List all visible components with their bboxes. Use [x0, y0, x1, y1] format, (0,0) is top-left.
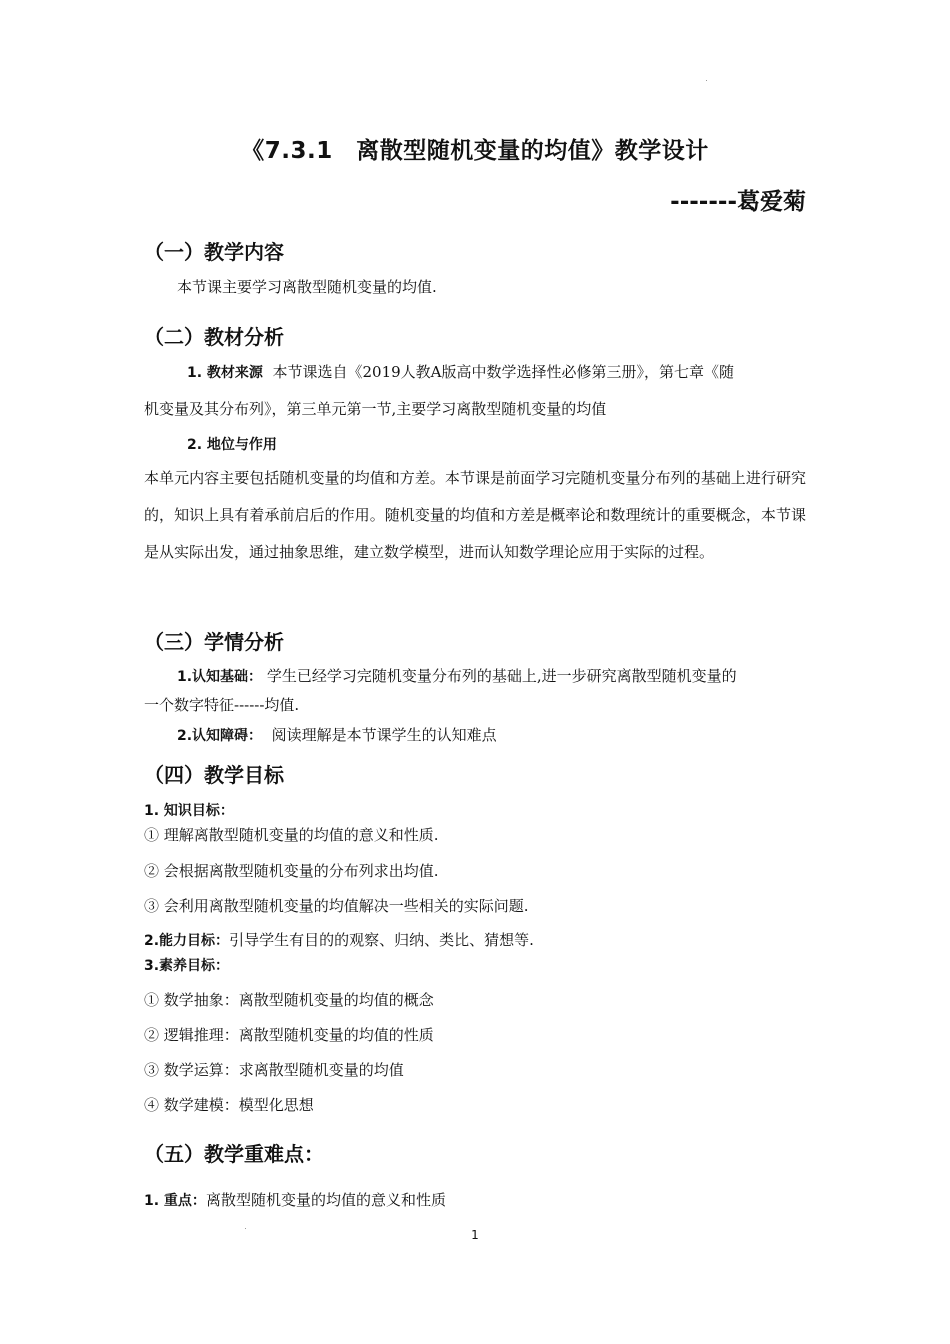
ability-goal-text: 引导学生有目的的观察、归纳、类比、猜想等.: [229, 931, 534, 949]
document-title: 《7.3.1 离散型随机变量的均值》教学设计: [241, 138, 709, 164]
scan-speck: [706, 80, 707, 81]
section-heading-textbook-analysis: （二）教材分析: [144, 325, 284, 349]
section-heading-key-difficult-points: （五）教学重难点：: [144, 1142, 324, 1166]
knowledge-goal-label: 1. 知识目标：: [144, 803, 234, 819]
literacy-goal-item-4: ④ 数学建模：模型化思想: [144, 1096, 314, 1114]
status-role-label: 2. 地位与作用: [187, 437, 277, 453]
key-point-text: 离散型随机变量的均值的意义和性质: [205, 1191, 446, 1209]
section-heading-learner-analysis: （三）学情分析: [144, 630, 284, 654]
textbook-source-label: 1. 教材来源: [187, 365, 263, 381]
cognitive-obstacle-text: 阅读理解是本节课学生的认知难点: [271, 726, 497, 744]
key-point-label: 1. 重点：: [144, 1193, 206, 1209]
knowledge-goal-item-2: ② 会根据离散型随机变量的分布列求出均值.: [144, 862, 439, 880]
cognitive-obstacle-label: 2.认知障碍：: [177, 728, 263, 744]
literacy-goal-item-3: ③ 数学运算：求离散型随机变量的均值: [144, 1061, 404, 1079]
literacy-goal-item-2: ② 逻辑推理：离散型随机变量的均值的性质: [144, 1026, 434, 1044]
knowledge-goal-item-1: ① 理解离散型随机变量的均值的意义和性质.: [144, 826, 439, 844]
ability-goal-line: [144, 929, 534, 950]
key-point-line: [144, 1189, 446, 1210]
section-heading-teaching-content: （一）教学内容: [144, 240, 284, 264]
textbook-source-text1: 本节课选自《2019人教A版高中数学选择性必修第三册》，第七章《随: [272, 363, 734, 381]
teaching-content-text: 本节课主要学习离散型随机变量的均值.: [177, 278, 437, 296]
ability-goal-label: 2.能力目标：: [144, 933, 230, 949]
cognitive-basis-line2: 一个数字特征------均值.: [144, 696, 300, 714]
knowledge-goal-item-3: ③ 会利用离散型随机变量的均值解决一些相关的实际问题.: [144, 897, 529, 915]
literacy-goal-label: 3.素养目标：: [144, 958, 230, 974]
literacy-goal-item-1: ① 数学抽象：离散型随机变量的均值的概念: [144, 991, 434, 1009]
status-role-paragraph: 本单元内容主要包括随机变量的均值和方差。本节课是前面学习完随机变量分布列的基础上进行研究的，知识上具有着承前启后的作用。随机变量的均值和方差是概率论和数理统计的重要概念，本节课是从实际出发，通过抽象思维，建立数学模型，进而认知数学理论应用于实际的过程。: [144, 469, 806, 561]
cognitive-basis-text1: 学生已经学习完随机变量分布列的基础上,进一步研究离散型随机变量的: [266, 667, 737, 685]
textbook-source-line2: 机变量及其分布列》，第三单元第一节,主要学习离散型随机变量的均值: [144, 400, 607, 418]
section-heading-teaching-goals: （四）教学目标: [144, 763, 284, 787]
cognitive-basis-label: 1.认知基础：: [177, 669, 263, 685]
page-number: 1: [471, 1228, 479, 1242]
document-author: -------葛爱菊: [670, 189, 806, 215]
textbook-source-line1: [187, 361, 734, 382]
cognitive-basis-line1: [177, 665, 737, 686]
cognitive-obstacle-line: [177, 724, 497, 745]
